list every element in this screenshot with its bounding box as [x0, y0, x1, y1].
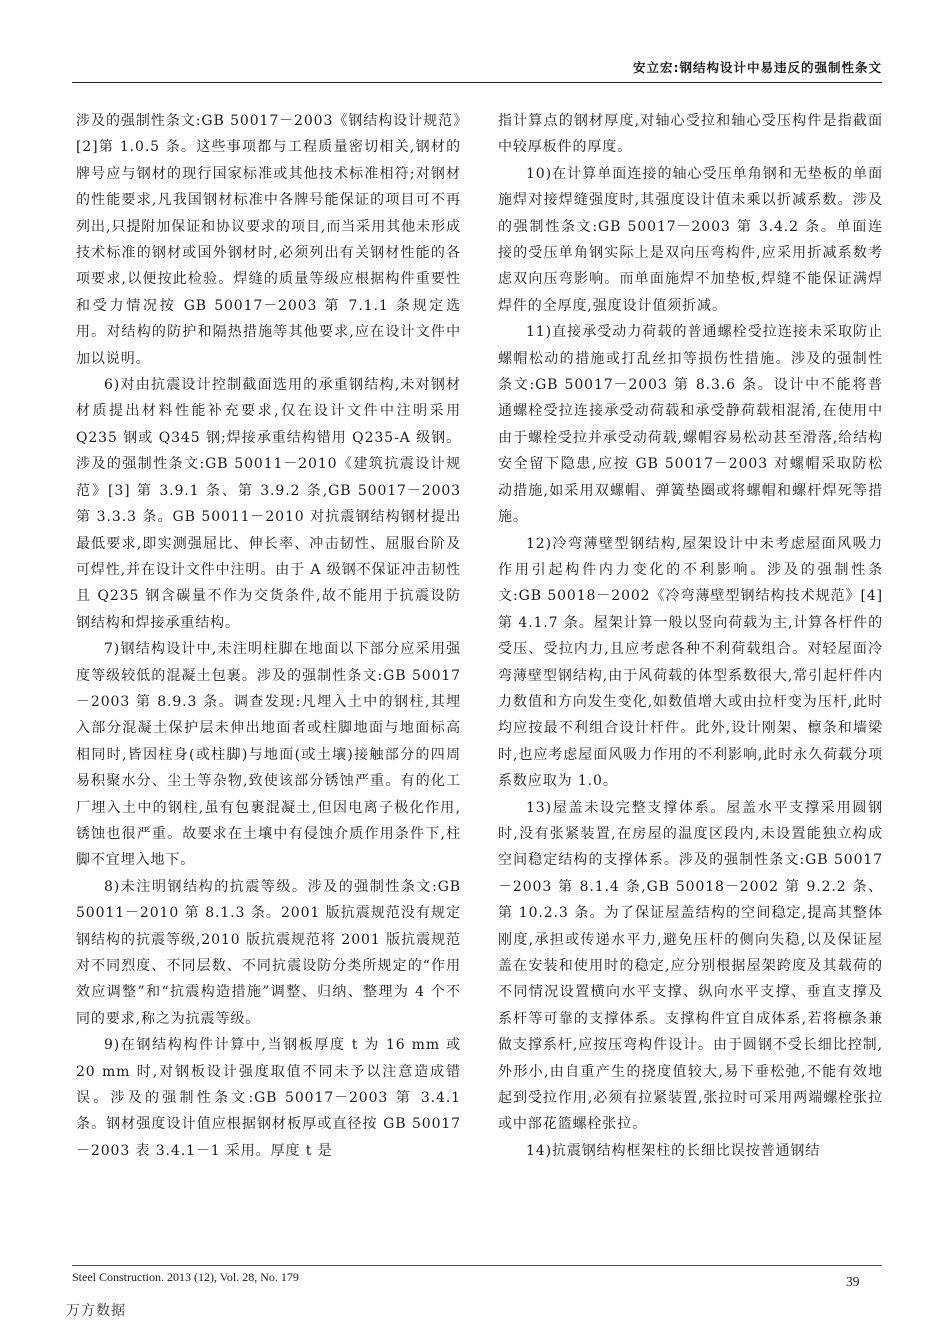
watermark: 万方数据 — [66, 1303, 126, 1319]
running-head: 安立宏:钢结构设计中易违反的强制性条文 — [633, 60, 882, 75]
header-rule — [72, 82, 882, 83]
paragraph: 涉及的强制性条文:GB 50017－2003《钢结构设计规范》[2]第 1.0.5 条。这些事项都与工程质量密切相关,钢材的牌号应与钢材的现行国家标准或其他技术标准相符;对钢材的性能要求,凡我国钢材标准中各牌号能保证的项目可不再列出,只提附加保证和协议要求的项目,而当采用其他未形成技术标准的钢材或国外钢材时,必须列出有关钢材性能的各项要求,以便按此检验。焊缝的质量等级应根据构件重要性和受力情况按 GB 50017－2003 第 7.1.1 条规定选用。对结构的防护和隔热措施等其他要求,应在设计文件中加以说明。 — [76, 113, 461, 367]
paragraph: 12)冷弯薄壁型钢结构,屋架设计中未考虑屋面风吸力作用引起构件内力变化的不利影响。涉及的强制性条文:GB 50018－2002《冷弯薄壁型钢结构技术规范》[4] 第 4.1.7 条。屋架计算一般以竖向荷载为主,计算各杆件的受压、受拉内力,且应考虑各种不利荷载组合。对轻屋面冷弯薄壁型钢结构,由于风荷载的体型系数很大,常引起杆件内力数值和方向发生变化,如数值增大或由拉杆变为压杆,此时均应按最不利组合设计杆件。此外,设计刚架、檩条和墙梁时,也应考虑屋面风吸力作用的不利影响,此时永久荷载分项系数应取为 1.0。 — [498, 535, 883, 790]
paragraph: 6)对由抗震设计控制截面选用的承重钢结构,未对钢材材质提出材料性能补充要求,仅在设计文件中注明采用 Q235 钢或 Q345 钢;焊接承重结构错用 Q235-A 级钢。涉及的强制性条文:GB 50011－2010《建筑抗震设计规范》[3] 第 3.9.1 条、第 3.9.2 条,GB 50017－2003 第 3.3.3 条。GB 50011－2010 对抗震钢结构钢材提出最低要求,即实测强屈比、伸长率、冲击韧性、屈服台阶及可焊性,并在设计文件中注明。由于 A 级钢不保证冲击韧性且 Q235 钢含碳量不作为交货条件,故不能用于抗震设防钢结构和焊接承重结构。 — [76, 377, 461, 631]
page-number: 39 — [846, 1274, 860, 1289]
footer-rule — [72, 1265, 882, 1266]
paragraph: 8)未注明钢结构的抗震等级。涉及的强制性条文:GB 50011－2010 第 8.1.3 条。2001 版抗震规范没有规定钢结构的抗震等级,2010 版抗震规范将 2001 版抗震规范对不同烈度、不同层数、不同抗震设防分类所规定的“作用效应调整”和“抗震构造措施”调整、归纳、整理为 4 个不同的要求,称之为抗震等级。 — [76, 878, 461, 1027]
paragraph: 10)在计算单面连接的轴心受压单角钢和无垫板的单面施焊对接焊缝强度时,其强度设计值未乘以折减系数。涉及的强制性条文:GB 50017－2003 第 3.4.2 条。单面连接的受压单角钢实际上是双向压弯构件,应采用折减系数考虑双向压弯影响。而单面施焊不加垫板,焊缝不能保证满焊焊件的全厚度,强度设计值须折减。 — [498, 165, 883, 314]
paragraph: 9)在钢结构构件计算中,当钢板厚度 t 为 16 mm 或 20 mm 时,对钢板设计强度取值不同未予以注意造成错误。涉及的强制性条文:GB 50017－2003 第 3.4.1 条。钢材强度设计值应根据钢材板厚或直径按 GB 50017－2003 表 3.4.1－1 采用。厚度 t 是 — [76, 1037, 461, 1159]
journal-citation: Steel Construction. 2013 (12), Vol. 28, No. 179 — [72, 1270, 299, 1284]
paragraph: 11)直接承受动力荷载的普通螺栓受拉连接未采取防止螺帽松动的措施或打乱丝扣等损伤性措施。涉及的强制性条文:GB 50017－2003 第 8.3.6 条。设计中不能将普通螺栓受拉连接承受动荷载和承受静荷载相混淆,在使用中由于螺栓受拉并承受动荷载,螺帽容易松动甚至滑落,给结构安全留下隐患,应按 GB 50017－2003 对螺帽采取防松动措施,如采用双螺帽、弹簧垫圈或将螺帽和螺杆焊死等措施。 — [498, 324, 883, 526]
right-column — [498, 108, 883, 1164]
left-column — [76, 108, 461, 1164]
paragraph: 13)屋盖未设完整支撑体系。屋盖水平支撑采用圆钢时,没有张紧装置,在房屋的温度区段内,未设置能独立构成空间稳定结构的支撑体系。涉及的强制性条文:GB 50017－2003 第 8.1.4 条,GB 50018－2002 第 9.2.2 条、第 10.2.3 条。为了保证屋盖结构的空间稳定,提高其整体刚度,承担或传递水平力,避免压杆的侧向失稳,以及保证屋盖在安装和使用时的稳定,应分别根据屋架跨度及其载荷的不同情况设置横向水平支撑、纵向水平支撑、垂直支撑及系杆等可靠的支撑体系。支撑构件宜自成体系,若将檩条兼做支撑系杆,应按压弯构件设计。由于圆钢不受长细比控制,外形小,由自重产生的挠度值较大,易下垂松弛,不能有效地起到受拉作用,必须有拉紧装置,张拉时可采用两端螺栓张拉或中部花篮螺栓张拉。 — [498, 799, 883, 1133]
paragraph: 指计算点的钢材厚度,对轴心受拉和轴心受压构件是指截面中较厚板件的厚度。 — [498, 113, 883, 156]
paragraph: 14)抗震钢结构框架柱的长细比误按普通钢结 — [526, 1142, 821, 1159]
paragraph: 7)钢结构设计中,未注明柱脚在地面以下部分应采用强度等级较低的混凝土包裹。涉及的强制性条文:GB 50017－2003 第 8.9.3 条。调查发现:凡埋入土中的钢柱,其埋入部分混凝土保护层未伸出地面者或柱脚地面与地面标高相同时,皆因柱身(或柱脚)与地面(或土壤)接触部分的四周易积聚水分、尘土等杂物,致使该部分锈蚀严重。有的化工厂埋入土中的钢柱,虽有包裹混凝土,但因电离子极化作用,锈蚀也很严重。故要求在土壤中有侵蚀介质作用条件下,柱脚不宜埋入地下。 — [76, 641, 461, 869]
